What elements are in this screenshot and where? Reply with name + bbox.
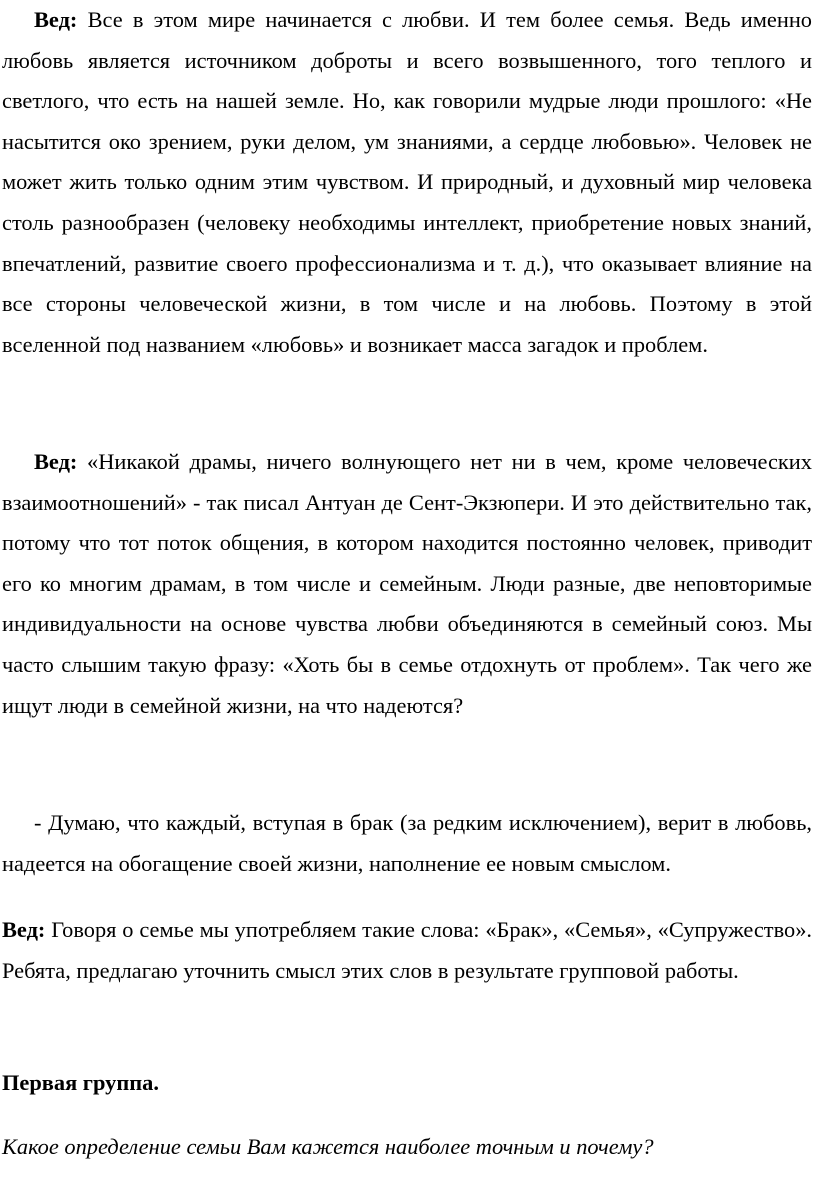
- paragraph-text: Говоря о семье мы употребляем такие слова: «Брак», «Семья», «Супружество». Ребята, предлагаю уточнить смысл этих слов в результате групповой работы.: [2, 917, 812, 983]
- paragraph-4: [2, 910, 812, 991]
- paragraph-2: [2, 442, 812, 726]
- paragraph-text: Все в этом мире начинается с любви. И тем более семья. Ведь именно любовь является источником доброты и всего возвышенного, того теплого и светлого, что есть на нашей земле. Но, как говорили мудрые люди прошлого: «Не насытится око зрением, руки делом, ум знаниями, а сердце любовью». Человек не может жить только одним этим чувством. И природный, и духовный мир человека столь разнообразен (человеку необходимы интеллект, приобретение новых знаний, впечатлений, развитие своего профессионализма и т. д.), что оказывает влияние на все стороны человеческой жизни, в том числе и на любовь. Поэтому в этой вселенной под названием «любовь» и возникает масса загадок и проблем.: [2, 7, 812, 357]
- paragraph-text: - Думаю, что каждый, вступая в брак (за редким исключением), верит в любовь, надеется на обогащение своей жизни, наполнение ее новым смыслом.: [2, 810, 812, 876]
- paragraph-text: «Никакой драмы, ничего волнующего нет ни в чем, кроме человеческих взаимоотношений» - так писал Антуан де Сент-Экзюпери. И это действительно так, потому что тот поток общения, в котором находится постоянно человек, приводит его ко многим драмам, в том числе и семейным. Люди разные, две неповторимые индивидуальности на основе чувства любви объединяются в семейный союз. Мы часто слышим такую фразу: «Хоть бы в семье отдохнуть от проблем». Так чего же ищут люди в семейной жизни, на что надеются?: [2, 449, 812, 718]
- paragraph-3: [2, 803, 812, 884]
- speaker-label: Вед:: [2, 917, 46, 942]
- speaker-label: Вед:: [34, 449, 78, 474]
- question-text: Какое определение семьи Вам кажется наиболее точным и почему?: [2, 1134, 654, 1159]
- speaker-label: Вед:: [34, 7, 78, 32]
- paragraph-1: [2, 0, 812, 365]
- section-heading: Первая группа.: [2, 1070, 159, 1095]
